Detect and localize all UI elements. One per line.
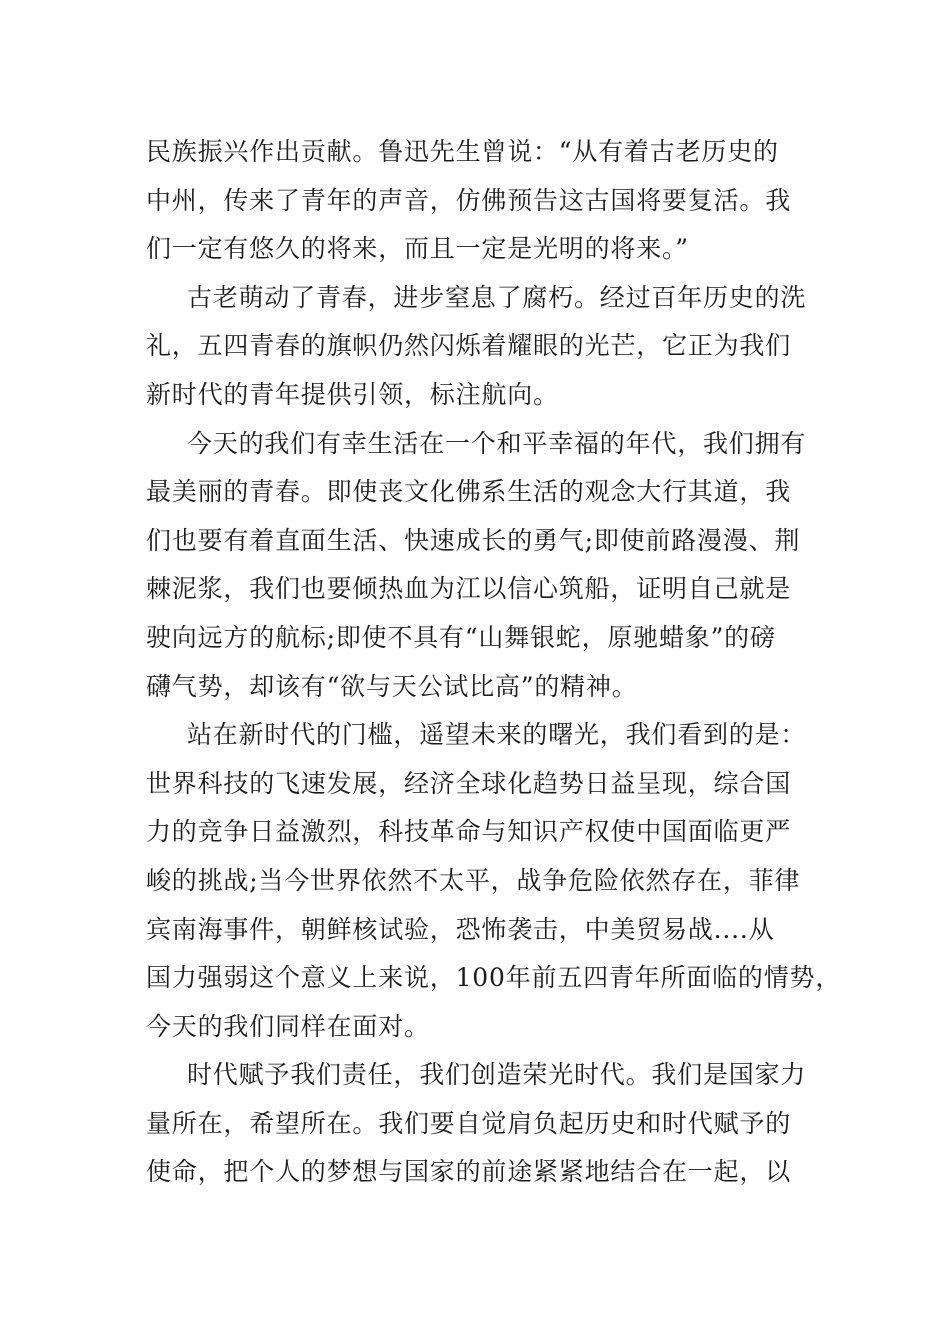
text-line: 新时代的青年提供引领，标注航向。: [146, 379, 559, 409]
text-line: 国力强弱这个意义上来说，100年前五四青年所面临的情势，: [146, 963, 842, 993]
text-line: 力的竞争日益激烈，科技革命与知识产权使中国面临更严: [146, 817, 792, 847]
text-line: 世界科技的飞速发展，经济全球化趋势日益呈现，综合国: [146, 768, 792, 798]
text-line: 站在新时代的门槛，遥望未来的曙光，我们看到的是：: [187, 720, 807, 750]
text-line: 峻的挑战;当今世界依然不太平，战争危险依然存在，菲律: [146, 865, 801, 895]
text-line: 礼，五四青春的旗帜仍然闪烁着耀眼的光芒，它正为我们: [146, 331, 792, 361]
text-line: 民族振兴作出贡献。鲁迅先生曾说：“从有着古老历史的: [146, 137, 779, 166]
text-line: 们也要有着直面生活、快速成长的勇气;即使前路漫漫、荆: [146, 525, 801, 555]
text-line: 宾南海事件，朝鲜核试验，恐怖袭击，中美贸易战....从: [146, 914, 775, 944]
text-line: 古老萌动了青春，进步窒息了腐朽。经过百年历史的洗: [187, 282, 807, 312]
text-line: 棘泥浆，我们也要倾热血为江以信心筑船，证明自己就是: [146, 574, 792, 604]
text-line: 礴气势，却该有“欲与天公试比高”的精神。: [146, 671, 638, 701]
text-line: 时代赋予我们责任，我们创造荣光时代。我们是国家力: [187, 1060, 807, 1090]
text-line: 们一定有悠久的将来，而且一定是光明的将来。”: [146, 234, 689, 264]
text-line: 驶向远方的航标;即使不具有“山舞银蛇，原驰蜡象”的磅: [146, 622, 776, 652]
text-line: 中州，传来了青年的声音，仿佛预告这古国将要复活。我: [146, 185, 792, 215]
text-line: 今天的我们有幸生活在一个和平幸福的年代，我们拥有: [187, 428, 807, 458]
text-line: 今天的我们同样在面对。: [146, 1011, 430, 1041]
text-line: 使命，把个人的梦想与国家的前途紧紧地结合在一起，以: [146, 1157, 792, 1187]
text-line: 最美丽的青春。即使丧文化佛系生活的观念大行其道，我: [146, 477, 792, 507]
text-line: 量所在，希望所在。我们要自觉肩负起历史和时代赋予的: [146, 1108, 792, 1138]
document-body: [146, 128, 842, 1197]
